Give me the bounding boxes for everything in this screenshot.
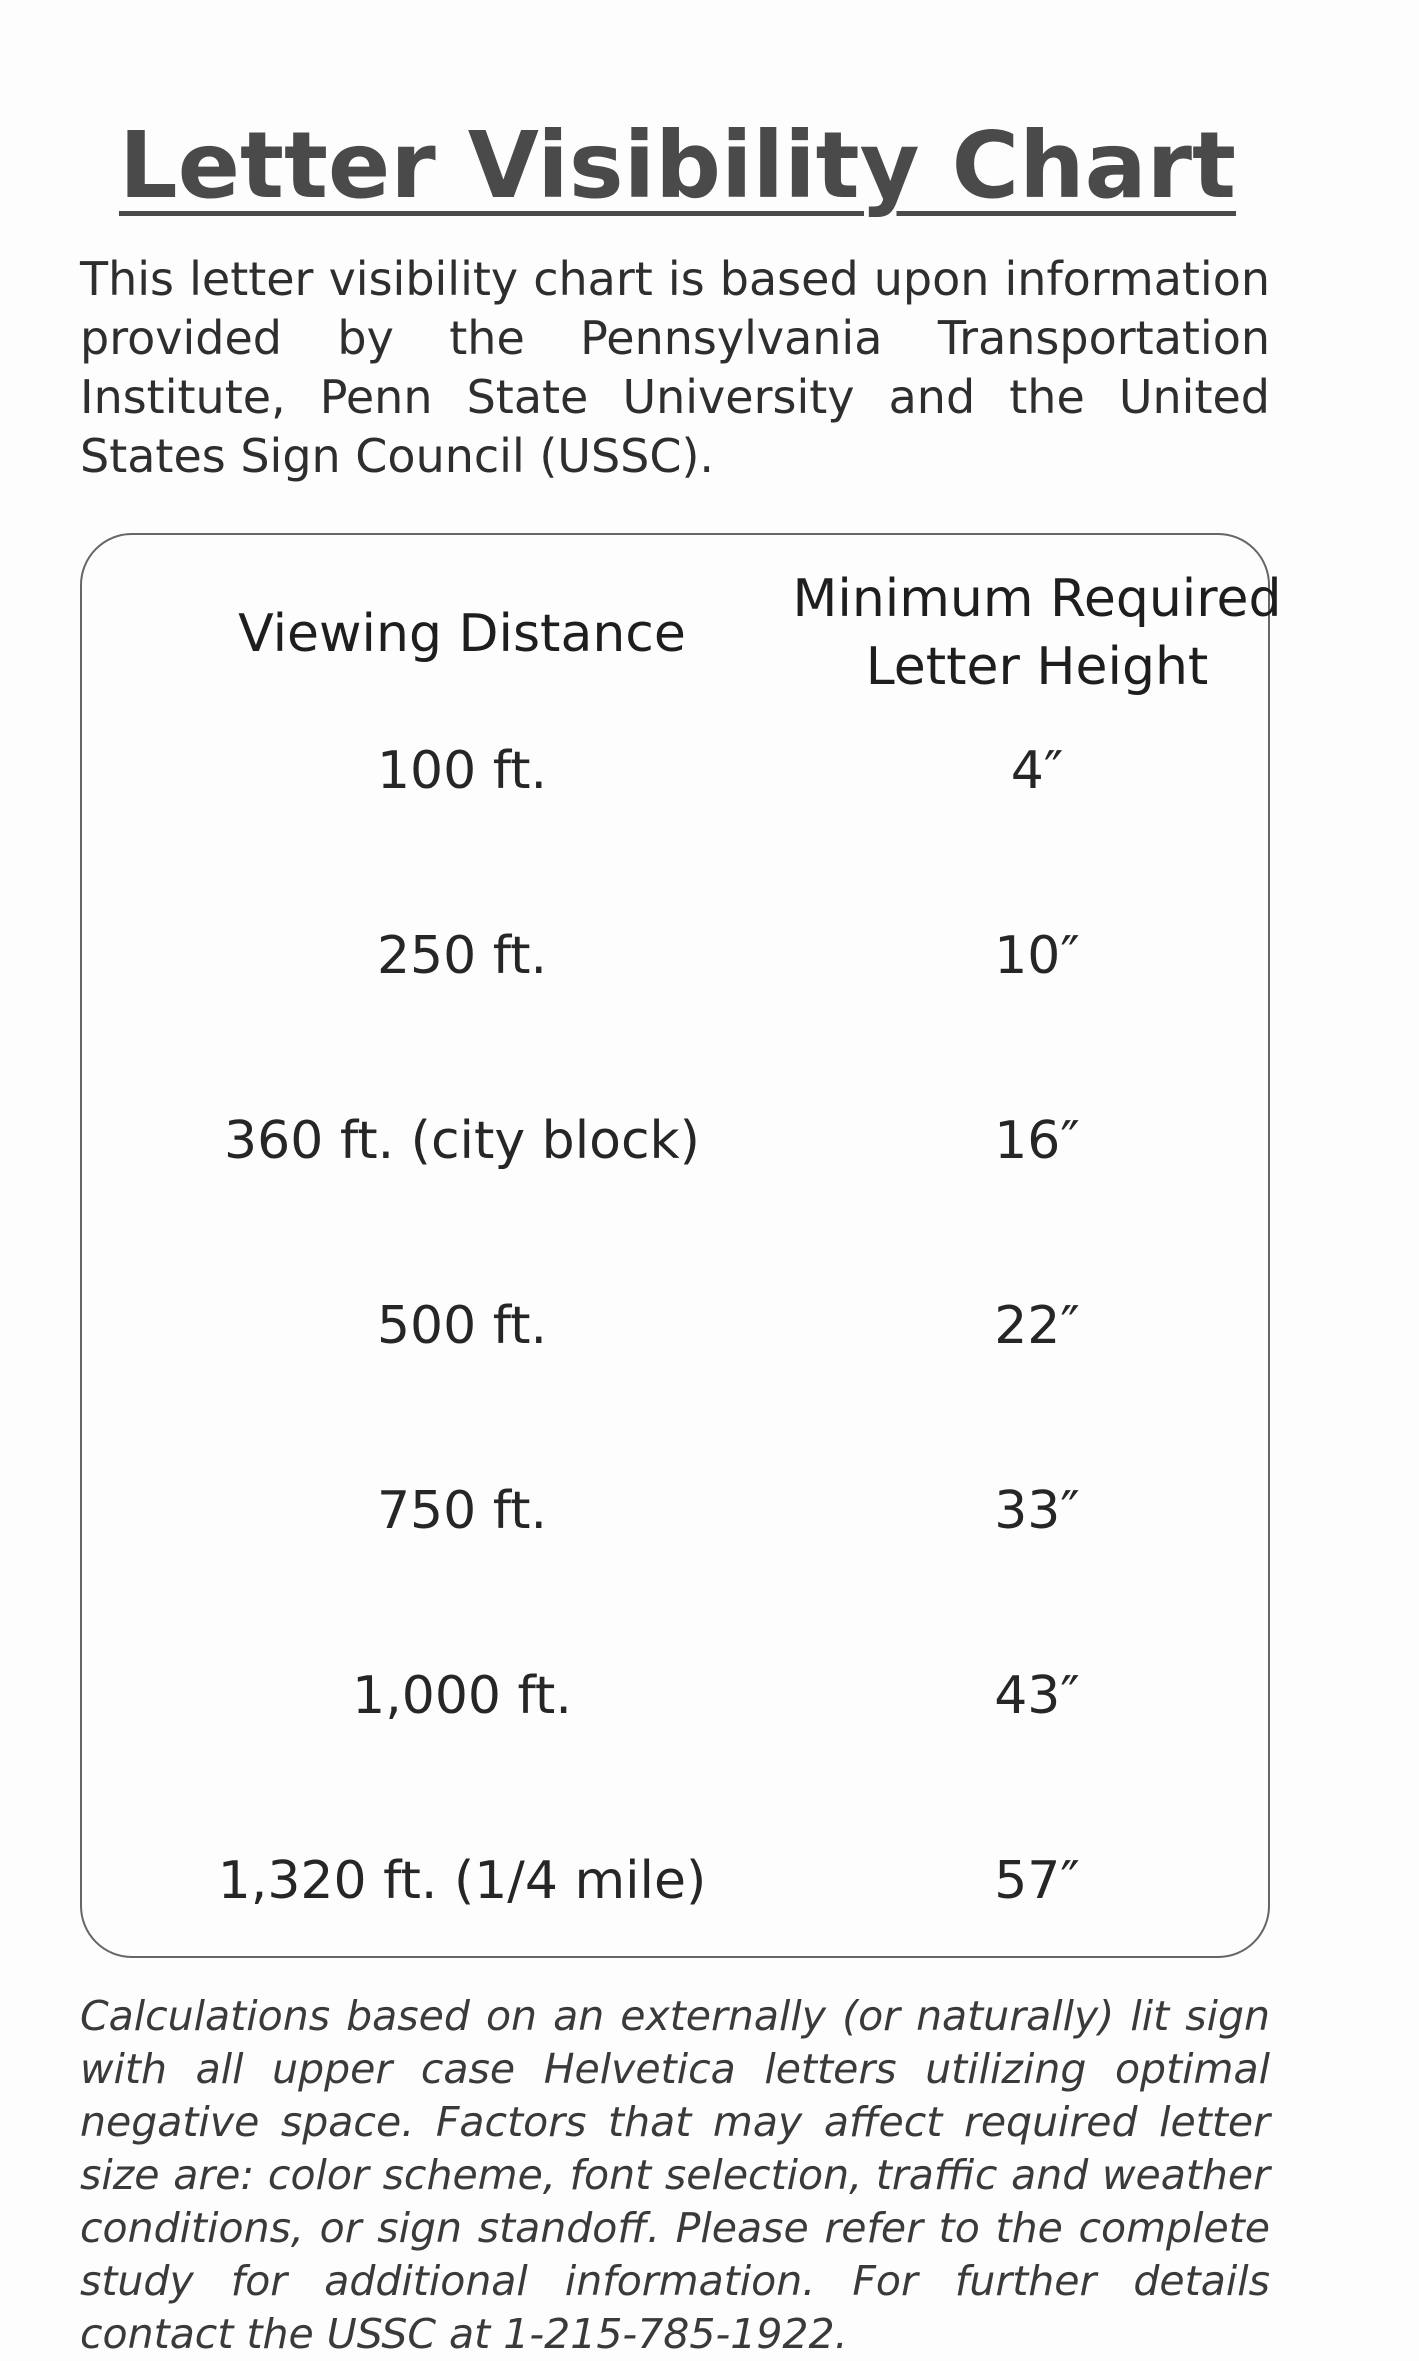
title-text: Letter Visibility Chart [118,112,1237,219]
row-distance: 500 ft. [376,1296,548,1356]
row-distance: 1,320 ft. (1/4 mile) [217,1851,707,1911]
page-title [0,112,1355,219]
intro-paragraph: This letter visibility chart is based upon information provided by the Pennsylvania Transportation Institute, Penn State University and the United States Sign Council (USSC). [80,252,1270,483]
row-distance: 750 ft. [376,1481,548,1541]
visibility-table [80,533,1282,1958]
row-distance: 100 ft. [376,741,548,801]
row-height: 33″ [994,1481,1080,1541]
row-distance: 250 ft. [376,926,548,986]
row-height: 43″ [994,1666,1080,1726]
header-min-letter-height [732,565,1342,701]
row-height: 57″ [994,1851,1080,1911]
row-distance: 360 ft. (city block) [224,1111,700,1171]
row-height: 22″ [994,1296,1080,1356]
header-viewing-distance: Viewing Distance [238,604,686,664]
row-height: 4″ [1010,741,1064,801]
header-min-letter-height-line1: Minimum Required [792,569,1282,629]
footnote-paragraph: Calculations based on an externally (or naturally) lit sign with all upper case Helvetica letters utilizing optimal negative space. Factors that may affect required letter size are: color scheme, font selection, traffic and weather conditions, or sign standoff. Please refer to the complete study for additional information. For further details contact the USSC at 1-215-785-1922. [80,1992,1270,2358]
row-distance: 1,000 ft. [352,1666,572,1726]
header-min-letter-height-line2: Letter Height [865,637,1209,697]
row-height: 10″ [994,926,1080,986]
row-height: 16″ [994,1111,1080,1171]
